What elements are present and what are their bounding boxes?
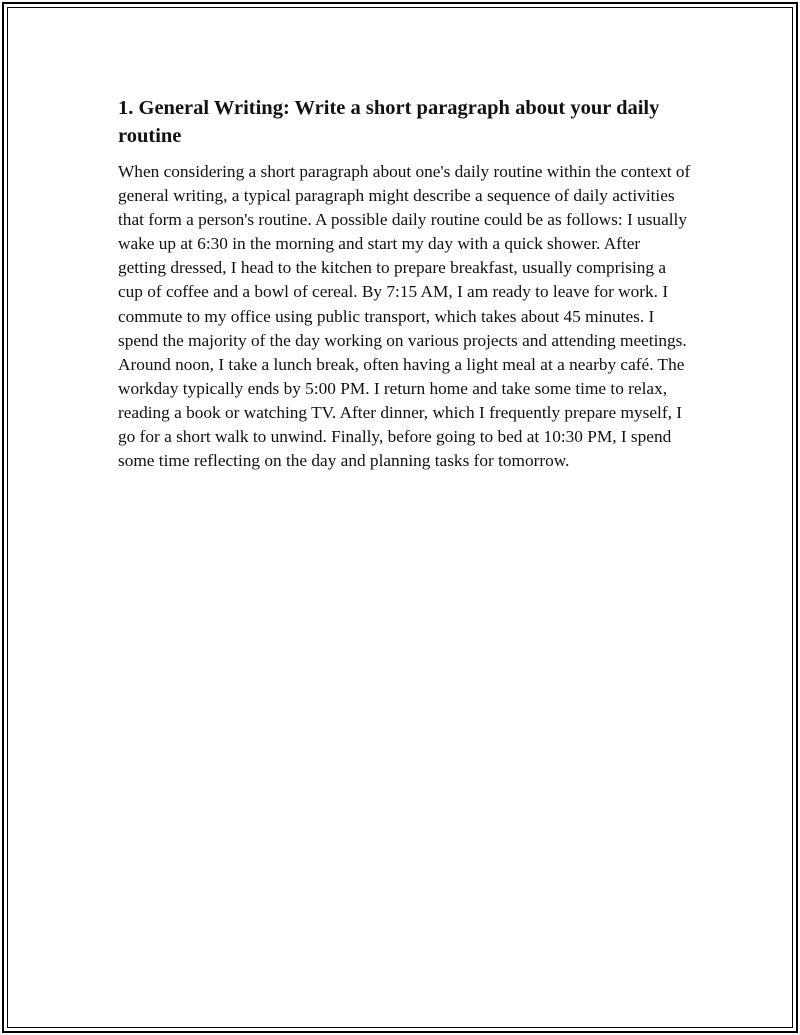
document-content [118,94,692,473]
section-heading: 1. General Writing: Write a short paragraph about your daily routine [118,97,660,147]
body-paragraph: When considering a short paragraph about one's daily routine within the context of general writing, a typical paragraph might describe a sequence of daily activities that form a person's routine. A possible daily routine could be as follows: I usually wake up at 6:30 in the morning and start my day with a quick shower. After getting dressed, I head to the kitchen to prepare breakfast, usually comprising a cup of coffee and a bowl of cereal. By 7:15 AM, I am ready to leave for work. I commute to my office using public transport, which takes about 45 minutes. I spend the majority of the day working on various projects and attending meetings. Around noon, I take a lunch break, often having a light meal at a nearby café. The workday typically ends by 5:00 PM. I return home and take some time to relax, reading a book or watching TV. After dinner, which I frequently prepare myself, I go for a short walk to unwind. Finally, before going to bed at 10:30 PM, I spend some time reflecting on the day and planning tasks for tomorrow. [118,162,691,471]
